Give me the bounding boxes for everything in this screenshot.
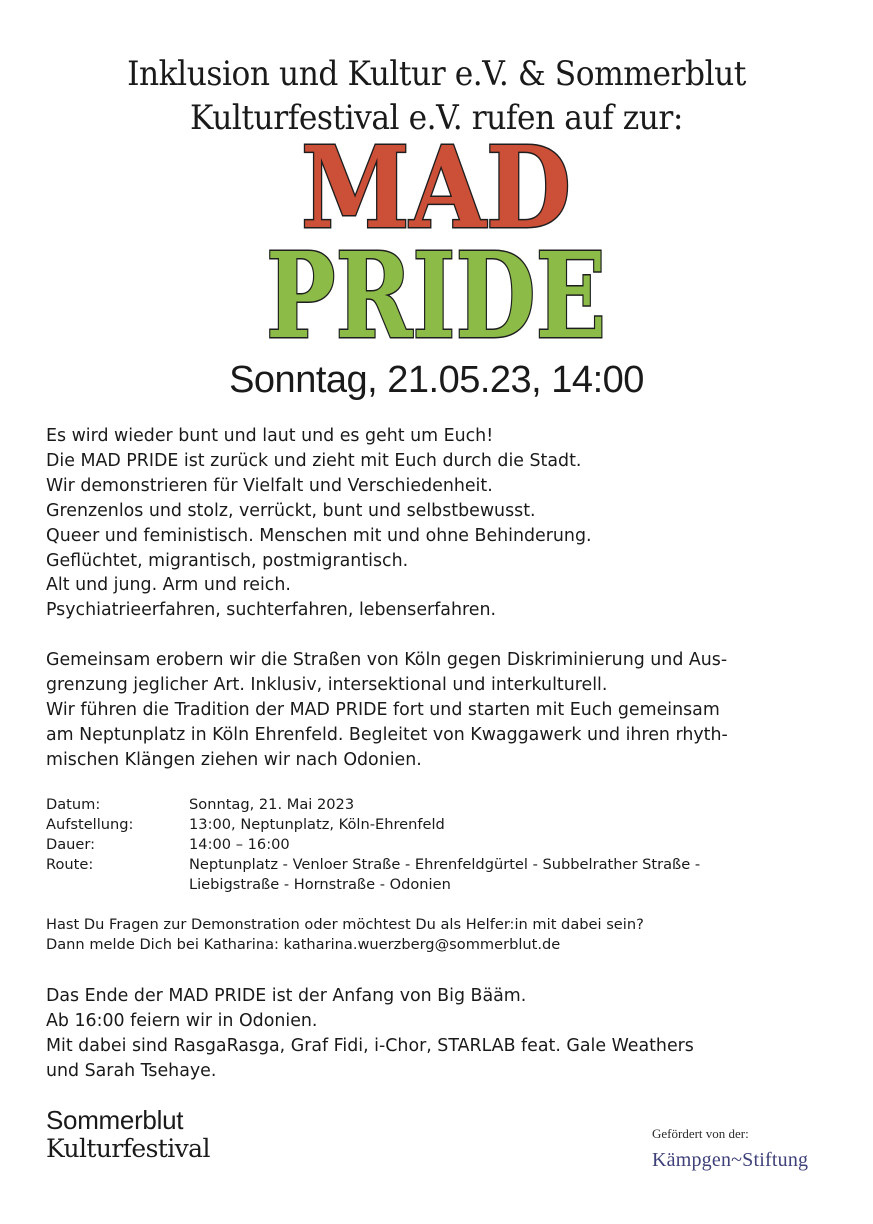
after-party-paragraph <box>46 984 836 1084</box>
text-line: Mit dabei sind RasgaRasga, Graf Fidi, i-Chor, STARLAB feat. Gale Weathers <box>46 1035 694 1056</box>
sponsor-block <box>652 1126 808 1172</box>
detail-value <box>189 795 836 815</box>
sommerblut-logo <box>46 1106 210 1164</box>
detail-row-date <box>46 795 836 815</box>
detail-label: Route: <box>46 856 94 873</box>
heading-line-2: Kulturfestival e.V. rufen auf zur: <box>189 98 684 138</box>
text-line: Wir demonstrieren für Vielfalt und Verschiedenheit. <box>46 475 493 496</box>
text-line: Wir führen die Tradition der MAD PRIDE fort und starten mit Euch gemeinsam <box>46 699 720 720</box>
event-date-headline: Sonntag, 21.05.23, 14:00 <box>229 359 644 401</box>
text-line: mischen Klängen ziehen wir nach Odonien. <box>46 749 422 770</box>
text-line: Das Ende der MAD PRIDE ist der Anfang von Big Bääm. <box>46 986 527 1006</box>
heading-line-1: Inklusion und Kultur e.V. & Sommerblut <box>127 54 746 94</box>
detail-label: Datum: <box>46 796 101 813</box>
detail-label: Dauer: <box>46 836 96 853</box>
text-line: Alt und jung. Arm und reich. <box>46 575 291 596</box>
text-line: Es wird wieder bunt und laut und es geht um Euch! <box>46 426 494 446</box>
text-line: Queer und feministisch. Menschen mit und ohne Behinderung. <box>46 525 592 546</box>
intro-paragraph <box>46 424 836 623</box>
org-logo-line-1: Sommerblut <box>46 1105 184 1135</box>
text-line: Die MAD PRIDE ist zurück und zieht mit Euch durch die Stadt. <box>46 450 582 471</box>
contact-info <box>46 915 836 955</box>
detail-row-route <box>46 855 836 895</box>
logo-word-pride: PRIDE <box>266 226 606 352</box>
detail-row-duration <box>46 835 836 855</box>
text-line: Ab 16:00 feiern wir in Odonien. <box>46 1010 318 1031</box>
text-line: Psychiatrieerfahren, suchterfahren, lebenserfahren. <box>46 600 496 621</box>
detail-value <box>189 855 836 895</box>
text-line: Dann melde Dich bei Katharina: katharina.wuerzberg@sommerblut.de <box>46 936 561 953</box>
detail-value-line: Sonntag, 21. Mai 2023 <box>189 796 355 813</box>
route-description-paragraph <box>46 648 836 773</box>
text-line: Gemeinsam erobern wir die Straßen von Köln gegen Diskriminierung und Aus- <box>46 650 728 670</box>
event-details <box>46 795 836 895</box>
detail-value <box>189 815 836 835</box>
detail-value-line: 14:00 – 16:00 <box>189 836 290 853</box>
detail-value-line: Liebigstraße - Hornstraße - Odonien <box>189 876 451 893</box>
detail-row-assembly <box>46 815 836 835</box>
mad-pride-logo <box>0 132 873 352</box>
sponsor-name: Kämpgen~Stiftung <box>652 1149 809 1171</box>
text-line: Hast Du Fragen zur Demonstration oder möchtest Du als Helfer:in mit dabei sein? <box>46 916 644 933</box>
detail-value-line: 13:00, Neptunplatz, Köln-Ehrenfeld <box>189 816 445 833</box>
text-line: grenzung jeglicher Art. Inklusiv, intersektional und interkulturell. <box>46 674 608 695</box>
text-line: am Neptunplatz in Köln Ehrenfeld. Begleitet von Kwaggawerk und ihren rhyth- <box>46 724 728 745</box>
text-line: und Sarah Tsehaye. <box>46 1060 217 1081</box>
text-line: Grenzenlos und stolz, verrückt, bunt und selbstbewusst. <box>46 500 536 521</box>
detail-value-line: Neptunplatz - Venloer Straße - Ehrenfeldgürtel - Subbelrather Straße - <box>189 856 701 873</box>
detail-value <box>189 835 836 855</box>
sponsor-label: Gefördert von der: <box>652 1126 749 1141</box>
org-logo-line-2: Kulturfestival <box>46 1134 210 1163</box>
detail-label: Aufstellung: <box>46 816 134 833</box>
flyer-heading <box>35 52 838 140</box>
text-line: Geflüchtet, migrantisch, postmigrantisch. <box>46 550 409 571</box>
logo-word-mad: MAD <box>301 132 571 254</box>
